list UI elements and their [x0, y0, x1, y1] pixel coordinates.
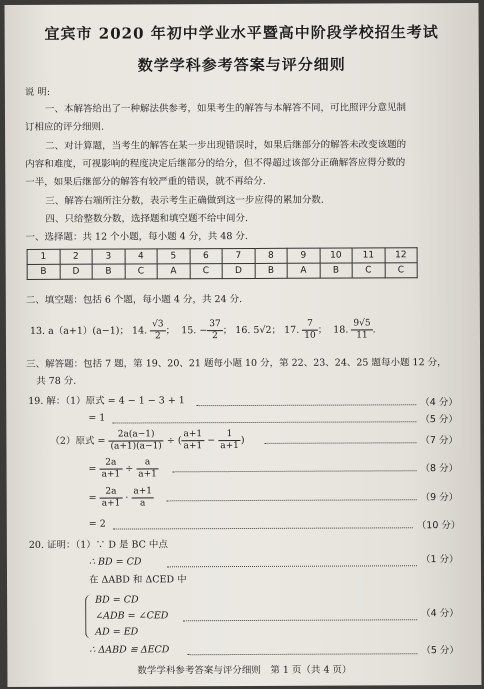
operator: ) — [240, 434, 245, 447]
q19-score-3: （7 分） — [420, 435, 459, 447]
q19-score-4: （8 分） — [420, 463, 459, 475]
denominator: (a+1)(a−1) — [110, 441, 162, 452]
question-number-row — [27, 248, 417, 265]
section-3-heading-line-2: 共 78 分. — [36, 375, 77, 387]
denominator: a — [140, 498, 146, 509]
answer-14-label: 14. — [131, 325, 148, 337]
q19-score-2: （5 分） — [420, 414, 458, 426]
separator: . — [372, 324, 376, 336]
denominator: 2 — [212, 331, 218, 342]
q20-score-2: （1 分） — [420, 554, 459, 566]
q20-conclusion: ∴ ΔABD ≌ ΔECD — [89, 644, 170, 656]
equals: = — [88, 492, 97, 504]
denominator: 2 — [155, 331, 161, 342]
separator: ； — [317, 324, 328, 336]
question-number-cell: 9 — [287, 248, 320, 263]
operator: − — [207, 435, 216, 447]
numerator: a+1 — [181, 429, 204, 441]
denominator: a+1 — [220, 441, 239, 452]
q19-step-4 — [88, 456, 158, 482]
section-3-heading-line-1: 三、解答题：包括 7 题，第 19、20、21 题每小题 10 分，第 22、23、24、25 题每小题 12 分， — [26, 357, 447, 370]
denominator: 11 — [356, 330, 368, 341]
q19-step-5 — [89, 485, 154, 511]
exam-title: 宜宾市 2020 年初中学业水平暨高中阶段学校招生考试 — [44, 23, 439, 43]
answer-cell: B — [255, 263, 288, 278]
q19-score-1: （4 分） — [420, 397, 458, 409]
answer-15-label: 15. − — [181, 325, 208, 337]
q20-step-3: 在 ΔABD 和 ΔCED 中 — [89, 574, 187, 586]
answer-18-label: 18. — [333, 324, 349, 336]
q19-step-1: 19. 解：（1）原式 = 4 − 1 − 3 + 1 — [28, 395, 185, 407]
fraction-4 — [99, 458, 122, 481]
answer-cell: C — [385, 263, 418, 278]
answer-cell: B — [320, 263, 353, 278]
answer-cell: D — [222, 263, 255, 278]
condition-3: AD = ED — [95, 626, 139, 638]
numerator: √3 — [150, 319, 166, 331]
numerator: 1 — [218, 429, 241, 441]
q20-score-5: （5 分） — [421, 645, 459, 657]
fraction-1 — [108, 429, 163, 452]
question-number-cell: 1 — [27, 249, 60, 264]
document-subtitle: 数学学科参考答案与评分细则 — [137, 55, 346, 75]
separator: ； — [222, 325, 233, 337]
fraction-7 — [131, 486, 154, 509]
answer-17-label: 17. — [284, 324, 300, 336]
numerator: 2a — [99, 458, 122, 470]
q19-score-6: （10 分） — [416, 520, 461, 532]
denominator: a+1 — [183, 441, 203, 452]
q20-step-2: ∴ BD = CD — [88, 556, 142, 568]
question-number-cell: 10 — [320, 248, 353, 263]
question-number-cell: 5 — [157, 249, 190, 264]
answer-14-fraction — [150, 319, 166, 342]
question-number-cell: 8 — [255, 248, 288, 263]
operator: · — [125, 492, 129, 504]
dot-leader — [183, 619, 417, 621]
numerator: 37 — [207, 319, 223, 331]
answer-17-fraction — [302, 319, 318, 342]
q20-score-3: （4 分） — [421, 608, 459, 620]
numerator: a — [136, 457, 159, 469]
fraction-6 — [100, 487, 123, 510]
question-number-cell: 7 — [222, 248, 255, 263]
q19-step-2: = 1 — [88, 412, 106, 424]
note-4: 四、只给整数分数，选择题和填空题不给中间分. — [45, 212, 249, 225]
fill-in-answers — [30, 317, 376, 345]
dot-leader — [173, 470, 417, 472]
choice-answer-table — [27, 247, 418, 280]
fraction-5 — [136, 457, 159, 480]
answer-cell: B — [27, 264, 60, 279]
part-2-prefix: （2）原式 = — [50, 435, 106, 447]
note-2-line-3: 一半，如果后继部分的解答有较严重的错误，就不再给分. — [25, 175, 266, 188]
notes-heading: 说 明: — [24, 86, 51, 98]
question-number-cell: 3 — [92, 249, 125, 264]
equals: = — [88, 463, 97, 475]
dot-leader — [167, 499, 417, 501]
operator: ÷ — [125, 463, 134, 475]
answer-15-fraction — [207, 319, 223, 342]
answer-cell: A — [157, 264, 190, 279]
note-2-line-1: 二、对计算题，当考生的解答在某一步出现错误时，如果后继部分的解答未改变该题的 — [45, 139, 407, 152]
note-1-line-2: 订相应的评分细则. — [25, 121, 105, 133]
answer-cell: C — [190, 264, 223, 279]
denominator: a+1 — [101, 498, 121, 509]
denominator: 10 — [304, 330, 316, 341]
q19-score-5: （9 分） — [420, 492, 459, 504]
answer-row — [27, 263, 417, 280]
numerator: 2a(a−1) — [108, 429, 163, 441]
dot-leader — [112, 421, 416, 423]
dot-leader — [167, 565, 417, 567]
answer-sheet-page — [5, 3, 482, 687]
fraction-2 — [181, 429, 204, 452]
dot-leader — [187, 653, 417, 655]
numerator: 9√5 — [351, 318, 372, 330]
answer-13: 13. a（a+1）(a−1)； — [29, 325, 130, 337]
condition-2: ∠ADB = ∠CED — [95, 610, 169, 622]
denominator: a+1 — [101, 469, 121, 480]
brace-bracket — [85, 595, 92, 639]
dot-leader — [113, 527, 413, 529]
answer-18-fraction — [351, 318, 372, 341]
page-footer: 数学学科参考答案与评分细则 第 1 页（共 4 页） — [137, 664, 352, 677]
answer-cell: C — [352, 263, 385, 278]
answer-cell: D — [60, 264, 93, 279]
question-number-cell: 4 — [125, 249, 158, 264]
answer-16: 16. 5√2； — [235, 324, 282, 337]
fraction-3 — [218, 429, 241, 452]
question-number-cell: 11 — [352, 248, 385, 263]
denominator: a+1 — [138, 469, 157, 480]
question-number-cell: 6 — [190, 249, 223, 264]
numerator: 7 — [302, 319, 318, 331]
answer-cell: B — [92, 264, 125, 279]
question-number-cell: 12 — [385, 248, 418, 263]
numerator: 2a — [100, 487, 123, 499]
section-2-heading: 二、填空题：包括 6 个题，每小题 4 分，共 24 分. — [25, 294, 243, 306]
q19-part-2-expression — [50, 428, 244, 455]
section-1-heading: 一、选择题：共 12 个小题，每小题 4 分，共 48 分. — [25, 230, 248, 243]
dot-leader — [196, 404, 416, 406]
note-3: 三、解答右端所注分数，表示考生正确做到这一步应得的累加分数. — [45, 194, 324, 207]
answer-cell: C — [125, 264, 158, 279]
q20-step-1: 20. 证明：（1）∵ D 是 BC 中点 — [28, 539, 168, 551]
dot-leader — [264, 442, 416, 444]
question-number-cell: 2 — [60, 249, 93, 264]
condition-1: BD = CD — [95, 594, 139, 606]
q19-step-6: = 2 — [88, 518, 106, 530]
answer-cell: A — [287, 263, 320, 278]
note-1-line-1: 一、本解答给出了一种解法供参考，如果考生的解答与本解答不同，可比照评分意见制 — [44, 102, 407, 115]
operator: ÷ ( — [166, 435, 182, 447]
numerator: a+1 — [131, 486, 154, 498]
separator: ； — [165, 325, 176, 337]
note-2-line-2: 内容和难度，可视影响的程度决定后继部分的给分，但不得超过该部分正确解答应得分数的 — [25, 157, 406, 170]
